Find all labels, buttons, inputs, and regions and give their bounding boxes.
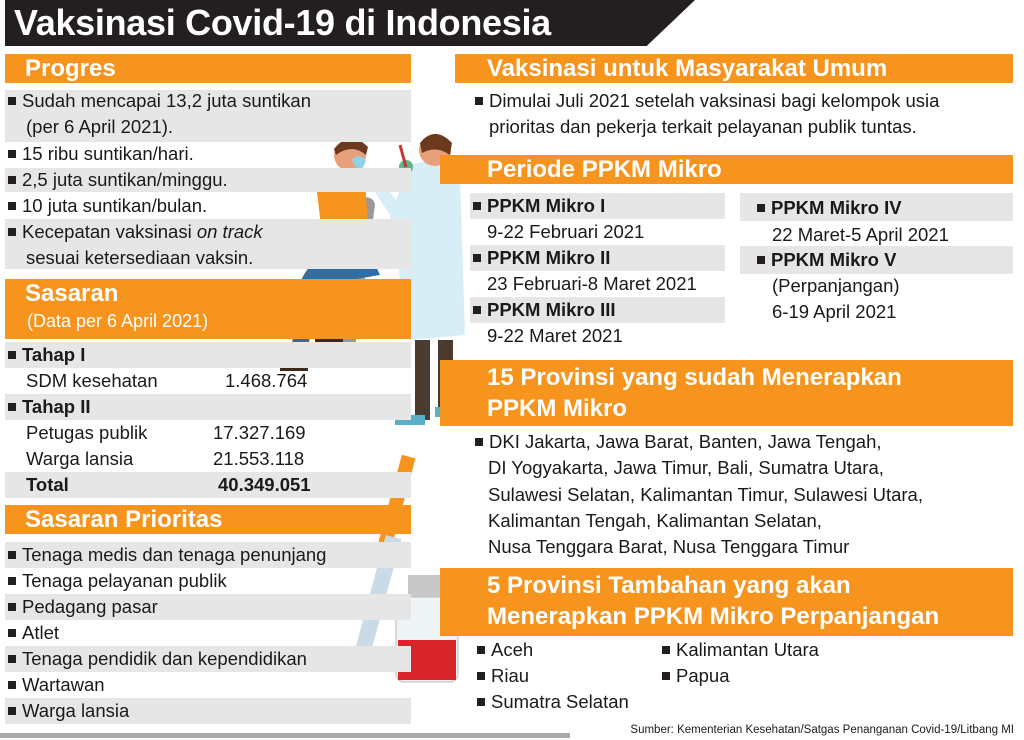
- item-text: Tenaga pendidik dan kependidikan: [22, 648, 307, 669]
- tahap1-label: Tahap I: [22, 344, 86, 365]
- list-line: [475, 429, 923, 455]
- lansia-label: Warga lansia: [26, 448, 134, 469]
- sdm-label: SDM kesehatan: [26, 370, 158, 391]
- item-text: DKI Jakarta, Jawa Barat, Banten, Jawa Tengah,: [489, 431, 882, 452]
- ppkm5-date: 6-19 April 2021: [772, 301, 897, 322]
- prioritas-item: [5, 698, 411, 724]
- lansia-row: [26, 446, 406, 472]
- item-text: Pedagang pasar: [22, 596, 158, 617]
- bullet-icon: [8, 551, 16, 559]
- bullet-icon: [477, 698, 485, 706]
- prioritas-header: Sasaran Prioritas: [5, 505, 411, 534]
- item-text: 2,5 juta suntikan/minggu.: [22, 169, 228, 190]
- bullet-icon: [473, 306, 481, 314]
- prov-riau: [477, 663, 529, 689]
- ppkm2-name: [473, 245, 610, 271]
- sdm-value: 1.468.764: [225, 370, 308, 391]
- ppkm4-name: [757, 195, 902, 221]
- umum-header: Vaksinasi untuk Masyarakat Umum: [455, 54, 1013, 83]
- provinsi15-header: [440, 360, 1013, 426]
- prioritas-item: [5, 620, 411, 646]
- total-row: [5, 472, 411, 498]
- umum-line-2: prioritas dan pekerja terkait pelayanan publik tuntas.: [489, 116, 917, 137]
- bullet-icon: [473, 202, 481, 210]
- item-text: PPKM Mikro IV: [771, 197, 902, 218]
- item-text: PPKM Mikro II: [487, 247, 611, 268]
- bullet-icon: [8, 681, 16, 689]
- item-text: PPKM Mikro I: [487, 195, 606, 216]
- bullet-icon: [8, 577, 16, 585]
- item-text: PPKM Mikro V: [771, 249, 897, 270]
- item-text: Warga lansia: [22, 700, 130, 721]
- total-value: 40.349.051: [218, 474, 311, 495]
- bullet-icon: [8, 176, 16, 184]
- bullet-icon: [8, 351, 16, 359]
- bullet-icon: [757, 204, 765, 212]
- item-text: Aceh: [491, 639, 534, 660]
- header-line: PPKM Mikro: [487, 395, 628, 422]
- header-line: 5 Provinsi Tambahan yang akan: [487, 572, 851, 599]
- progres-header: Progres: [5, 54, 411, 83]
- lansia-value: 21.553.118: [213, 448, 305, 469]
- prov-kaltara: [662, 637, 819, 663]
- footer-rule: [0, 733, 570, 738]
- header-line: 15 Provinsi yang sudah Menerapkan: [487, 364, 902, 391]
- item-text: 15 ribu suntikan/hari.: [22, 143, 194, 164]
- petugas-label: Petugas publik: [26, 422, 148, 443]
- item-text: Atlet: [22, 622, 60, 643]
- item-text: Tenaga pelayanan publik: [22, 570, 227, 591]
- progres-item-1-cont: (per 6 April 2021).: [26, 116, 174, 137]
- progres-item-4: [8, 193, 207, 219]
- item-text: Dimulai Juli 2021 setelah vaksinasi bagi kelompok usia: [489, 90, 940, 111]
- ppkm1-date: 9-22 Februari 2021: [487, 221, 645, 242]
- list-line: DI Yogyakarta, Jawa Timur, Bali, Sumatra Utara,: [488, 457, 884, 479]
- prov-aceh: [477, 637, 533, 663]
- tahap1-row: [5, 342, 411, 368]
- bullet-icon: [8, 97, 16, 105]
- prioritas-item: [5, 594, 411, 620]
- prioritas-item: [5, 672, 411, 698]
- item-text: Wartawan: [22, 674, 105, 695]
- bullet-icon: [473, 254, 481, 262]
- bullet-icon: [8, 655, 16, 663]
- item-text: Sumatra Selatan: [491, 691, 629, 712]
- sasaran-title: Sasaran: [25, 280, 119, 307]
- bullet-icon: [757, 256, 765, 264]
- sasaran-subtitle: (Data per 6 April 2021): [27, 311, 209, 331]
- prioritas-item: [5, 542, 411, 568]
- item-text: 10 juta suntikan/bulan.: [22, 195, 208, 216]
- item-text: Riau: [491, 665, 530, 686]
- bullet-icon: [662, 646, 670, 654]
- bullet-icon: [8, 603, 16, 611]
- sdm-row: [26, 368, 406, 394]
- progres-item-5: [8, 219, 263, 245]
- bullet-icon: [477, 672, 485, 680]
- item-text: Sudah mencapai 13,2 juta suntikan: [22, 90, 312, 111]
- list-line: Kalimantan Tengah, Kalimantan Selatan,: [488, 509, 822, 531]
- total-label: Total: [26, 474, 69, 495]
- ppkm4-date: 22 Maret-5 April 2021: [772, 224, 949, 245]
- ppkm5-name: [757, 247, 896, 273]
- bullet-icon: [8, 202, 16, 210]
- header-line: Menerapkan PPKM Mikro Perpanjangan: [487, 603, 940, 630]
- tahap2-row: [5, 394, 411, 420]
- item-text: Tenaga medis dan tenaga penunjang: [22, 544, 327, 565]
- bullet-icon: [8, 403, 16, 411]
- ppkm2-date: 23 Februari-8 Maret 2021: [487, 273, 697, 294]
- bullet-icon: [475, 97, 483, 105]
- item-text: Kalimantan Utara: [676, 639, 819, 660]
- petugas-value: 17.327.169: [213, 422, 306, 443]
- bullet-icon: [662, 672, 670, 680]
- petugas-row: [26, 420, 406, 446]
- item-italic-text: on track: [196, 221, 263, 242]
- prov-papua: [662, 663, 730, 689]
- ppkm1-name: [473, 193, 605, 219]
- item-text: Papua: [676, 665, 730, 686]
- bullet-icon: [8, 707, 16, 715]
- progres-item-1: [8, 88, 311, 114]
- ppkm5-note: (Perpanjangan): [772, 275, 900, 296]
- tahap2-label: Tahap II: [22, 396, 91, 417]
- prov-sumsel: [477, 689, 629, 715]
- periode-header: Periode PPKM Mikro: [440, 155, 1013, 184]
- sasaran-header: [5, 279, 411, 339]
- provinsi15-list: [475, 429, 923, 560]
- umum-line-1: [475, 88, 939, 114]
- item-text: PPKM Mikro III: [487, 299, 616, 320]
- provinsi5-header: [440, 568, 1013, 636]
- progres-item-5-cont: sesuai ketersediaan vaksin.: [26, 247, 254, 268]
- ppkm3-date: 9-22 Maret 2021: [487, 325, 623, 346]
- bullet-icon: [8, 228, 16, 236]
- progres-item-3: [8, 167, 228, 193]
- bullet-icon: [475, 438, 483, 446]
- list-line: Sulawesi Selatan, Kalimantan Timur, Sulawesi Utara,: [488, 483, 923, 505]
- source-note: Sumber: Kementerian Kesehatan/Satgas Penanganan Covid-19/Litbang MI: [630, 724, 1014, 736]
- bullet-icon: [8, 629, 16, 637]
- item-text: Kecepatan vaksinasi: [22, 221, 197, 242]
- bullet-icon: [8, 150, 16, 158]
- progres-item-2: [8, 141, 194, 167]
- page-title: Vaksinasi Covid-19 di Indonesia: [14, 2, 551, 43]
- ppkm3-name: [473, 297, 616, 323]
- prioritas-item: [5, 646, 411, 672]
- prioritas-item: [5, 568, 411, 594]
- list-line: Nusa Tenggara Barat, Nusa Tenggara Timur: [488, 536, 850, 558]
- bullet-icon: [477, 646, 485, 654]
